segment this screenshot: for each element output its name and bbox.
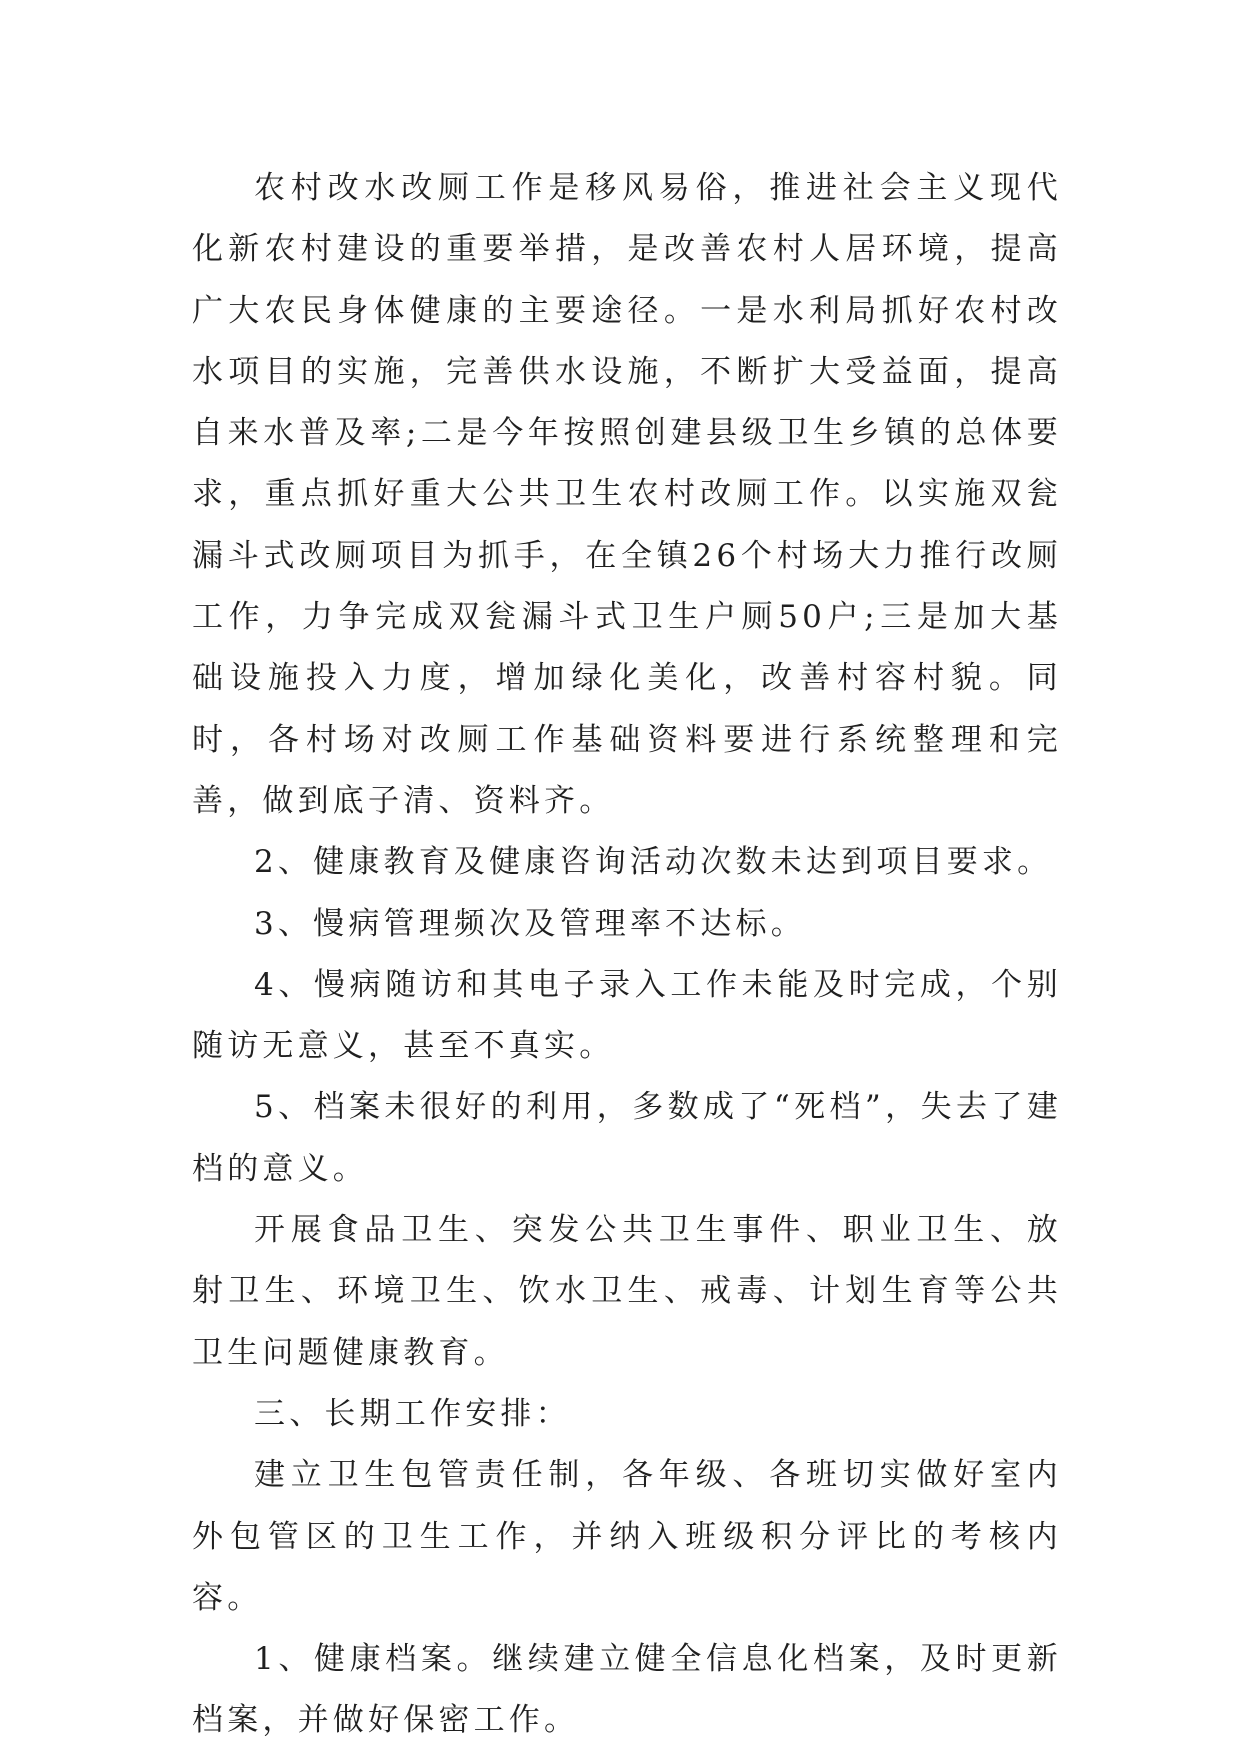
paragraph-health-records: 1、健康档案。继续建立健全信息化档案，及时更新档案，并做好保密工作。 bbox=[192, 1641, 1062, 1739]
paragraph-item-5: 5、档案未很好的利用，多数成了“死档”，失去了建档的意义。 bbox=[192, 1089, 1062, 1187]
paragraph-rural-sanitation: 农村改水改厕工作是移风易俗，推进社会主义现代化新农村建设的重要举措，是改善农村人居环境，提高广大农民身体健康的主要途径。一是水利局抓好农村改水项目的实施，完善供水设施，不断扩大受益面，提高自来水普及率;二是今年按照创建县级卫生乡镇的总体要求，重点抓好重大公共卫生农村改厕工作。以实施双瓮漏斗式改厕项目为抓手，在全镇26个村场大力推行改厕工作，力争完成双瓮漏斗式卫生户厕50户;三是加大基础设施投入力度，增加绿化美化，改善村容村貌。同时，各村场对改厕工作基础资料要进行系统整理和完善，做到底子清、资料齐。 bbox=[192, 170, 1062, 819]
section-heading-long-term: 三、长期工作安排： bbox=[254, 1395, 571, 1432]
paragraph-item-3: 3、慢病管理频次及管理率不达标。 bbox=[254, 905, 806, 942]
document-body bbox=[192, 158, 1062, 1752]
paragraph-item-2: 2、健康教育及健康咨询活动次数未达到项目要求。 bbox=[254, 844, 1053, 881]
paragraph-item-4: 4、慢病随访和其电子录入工作未能及时完成，个别随访无意义，甚至不真实。 bbox=[192, 966, 1062, 1065]
paragraph-responsibility-system: 建立卫生包管责任制，各年级、各班切实做好室内外包管区的卫生工作，并纳入班级积分评比的考核内容。 bbox=[192, 1457, 1062, 1616]
paragraph-health-education: 开展食品卫生、突发公共卫生事件、职业卫生、放射卫生、环境卫生、饮水卫生、戒毒、计划生育等公共卫生问题健康教育。 bbox=[192, 1212, 1062, 1371]
